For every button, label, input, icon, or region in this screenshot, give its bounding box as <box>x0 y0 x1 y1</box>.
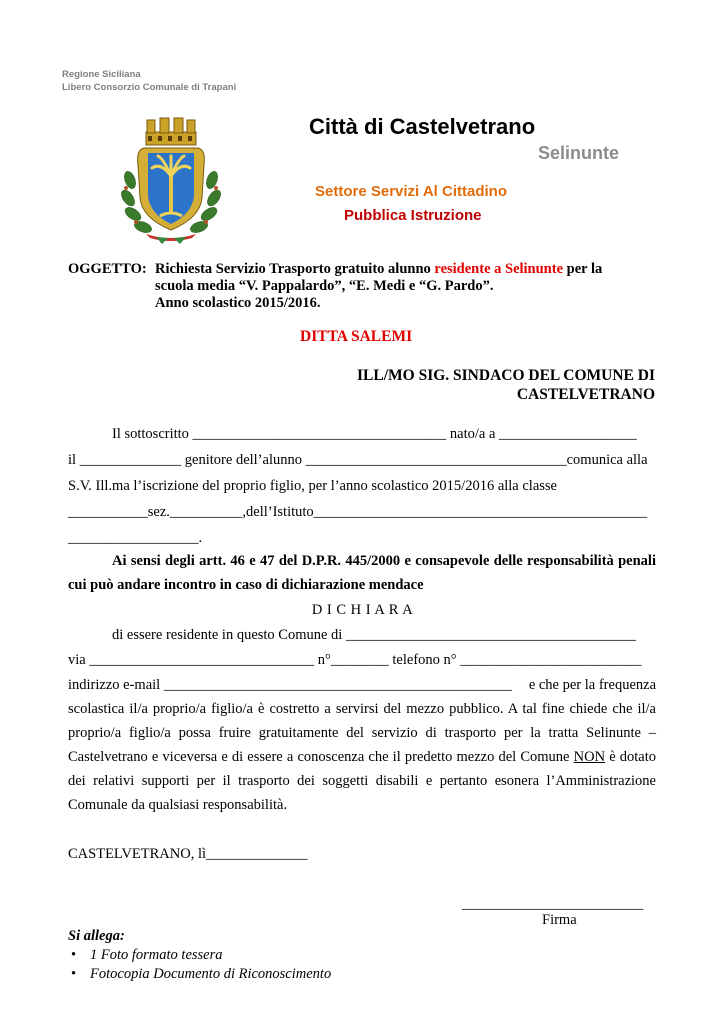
subject-label: OGGETTO: <box>68 261 147 277</box>
declaration-body-post: è dotato dei relativi supporti per il trasporto dei soggetti disabili e pertanto esonera l’Amministrazione Comunale da qualsiasi responsabilità. <box>68 749 657 813</box>
form-line-1: Il sottoscritto ___________________________________ nato/a a ___________________ <box>112 426 637 442</box>
attachments-list <box>68 946 331 984</box>
form-line-5: __________________. <box>68 530 203 546</box>
coat-of-arms-icon <box>116 110 226 245</box>
subcity-name: Selinunte <box>538 143 620 163</box>
region-header <box>62 68 236 94</box>
declaration-non: NON <box>573 749 606 765</box>
signature-line: _________________________ <box>462 896 644 912</box>
form-line-4: ___________sez.__________,dell’Istituto______________________________________________ <box>68 504 648 520</box>
subject-line-1-pre: Richiesta Servizio Trasporto gratuito alunno <box>155 261 431 277</box>
region-line-2: Libero Consorzio Comunale di Trapani <box>62 82 237 93</box>
recipient-line-1: ILL/MO SIG. SINDACO DEL COMUNE DI <box>357 367 655 384</box>
attachment-item: • Fotocopia Documento di Riconoscimento <box>68 965 331 984</box>
place-date: CASTELVETRANO, lì______________ <box>68 846 308 862</box>
declaration-line-1: di essere residente in questo Comune di ________________________________________ <box>112 627 636 643</box>
declaration-body <box>68 697 656 817</box>
office-name: Pubblica Istruzione <box>344 207 482 224</box>
declaration-line-3-right: e che per la frequenza <box>528 677 656 693</box>
declaration-body-pre: scolastica il/a proprio/a figlio/a è costretto a servirsi del mezzo pubblico. A tal fine chiede che il/a proprio/a figlio/a possa fruire gratuitamente del servizio di trasporto per la tratta Selinunte – Castelvetrano e viceversa e di essere a conoscenza che il predetto mezzo del Comune <box>68 701 656 765</box>
recipient-block <box>357 366 655 404</box>
signature-label: Firma <box>542 912 577 928</box>
subject-highlight: residente a Selinunte <box>434 261 564 277</box>
form-line-2: il ______________ genitore dell’alunno ____________________________________comunica alla <box>68 452 648 468</box>
subject-line-1-post: per la <box>566 261 603 277</box>
legal-notice: Ai sensi degli artt. 46 e 47 del D.P.R. 445/2000 e consapevole delle responsabilità penali cui può andare incontro in caso di dichiarazione mendace <box>68 553 656 593</box>
subject-line-2: scuola media “V. Pappalardo”, “E. Medi e “G. Pardo”. <box>155 278 494 294</box>
subject-line-3: Anno scolastico 2015/2016. <box>155 295 321 311</box>
region-line-1: Regione Siciliana <box>62 69 141 80</box>
attachment-item: • 1 Foto formato tessera <box>68 946 331 965</box>
subject-line-1 <box>155 260 602 278</box>
city-name: Città di Castelvetrano <box>309 114 536 139</box>
form-line-3: S.V. Ill.ma l’iscrizione del proprio figlio, per l’anno scolastico 2015/2016 alla classe <box>68 478 557 494</box>
company-name: DITTA SALEMI <box>300 328 413 345</box>
attachments-title: Si allega: <box>68 928 125 944</box>
sector-name: Settore Servizi Al Cittadino <box>315 183 507 200</box>
declaration-line-3-left: indirizzo e-mail ________________________________________________ <box>68 677 512 693</box>
declares-heading: D I C H I A R A <box>311 602 414 618</box>
recipient-line-2: CASTELVETRANO <box>516 386 655 403</box>
declaration-line-2: via _______________________________ n°________ telefono n° _________________________ <box>68 652 642 668</box>
